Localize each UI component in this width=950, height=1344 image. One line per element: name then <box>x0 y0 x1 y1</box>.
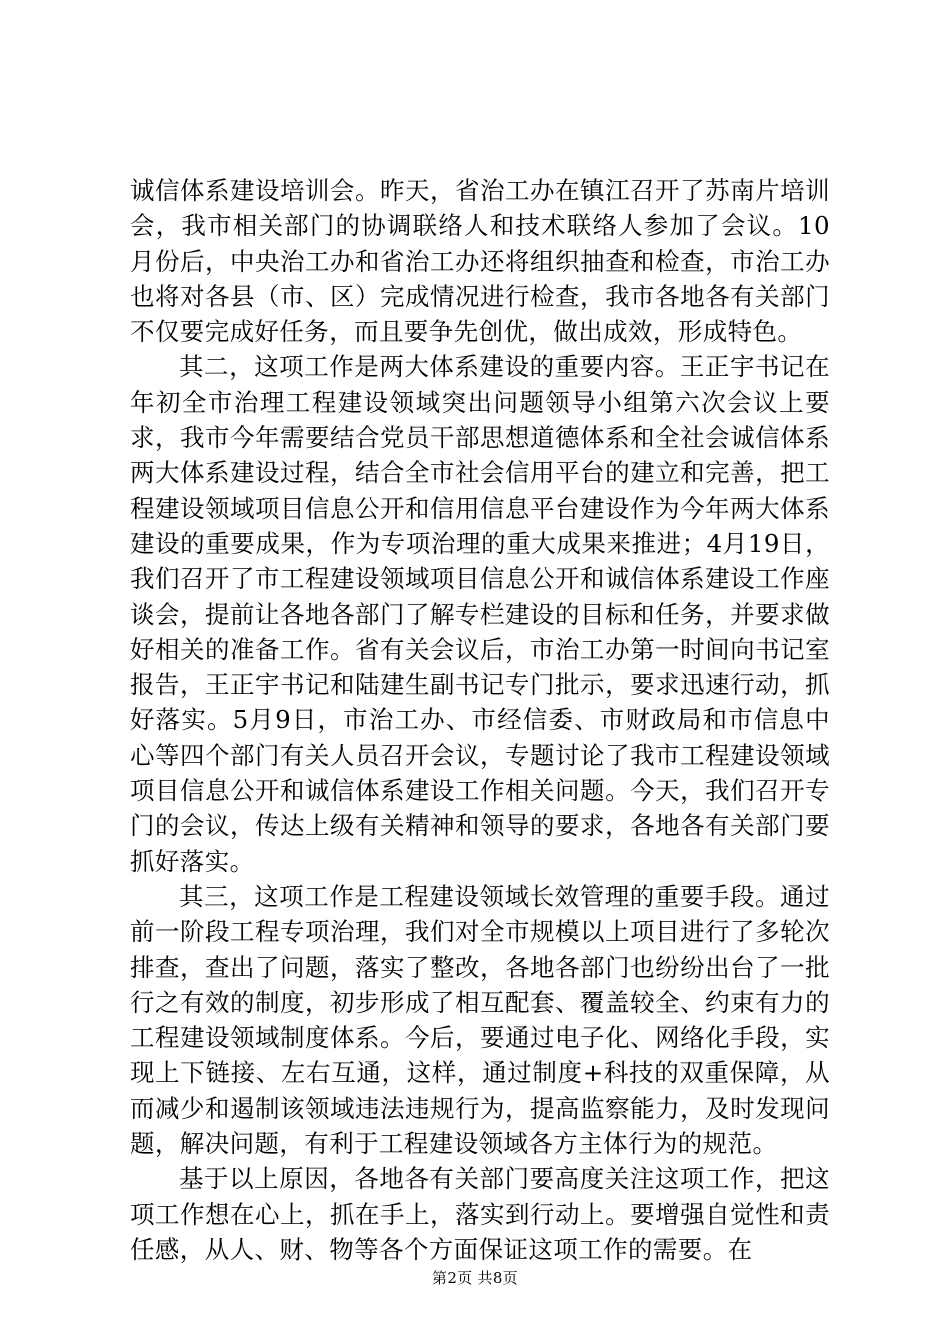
paragraph-3: 其三，这项工作是工程建设领域长效管理的重要手段。通过前一阶段工程专项治理，我们对全市规模以上项目进行了多轮次排查，查出了问题，落实了整改，各地各部门也纷纷出台了一批行之有效的制度，初步形成了相互配套、覆盖较全、约束有力的工程建设领域制度体系。今后，要通过电子化、网络化手段，实现上下链接、左右互通，这样，通过制度+科技的双重保障，从而减少和遏制该领域违法违规行为，提高监察能力，及时发现问题，解决问题，有利于工程建设领域各方主体行为的规范。 <box>130 881 830 1159</box>
page-footer <box>0 1268 950 1288</box>
paragraph-4: 基于以上原因，各地各有关部门要高度关注这项工作，把这项工作想在心上，抓在手上，落实到行动上。要增强自觉性和责任感，从人、财、物等各个方面保证这项工作的需要。在 <box>130 1164 830 1264</box>
document-body <box>130 173 830 1267</box>
paragraph-1: 诚信体系建设培训会。昨天，省治工办在镇江召开了苏南片培训会，我市相关部门的协调联络人和技术联络人参加了会议。10月份后，中央治工办和省治工办还将组织抽查和检查，市治工办也将对各县（市、区）完成情况进行检查，我市各地各有关部门不仅要完成好任务，而且要争先创优，做出成效，形成特色。 <box>130 176 830 347</box>
paragraph-2: 其二，这项工作是两大体系建设的重要内容。王正宇书记在年初全市治理工程建设领域突出问题领导小组第六次会议上要求，我市今年需要结合党员干部思想道德体系和全社会诚信体系两大体系建设过程，结合全市社会信用平台的建立和完善，把工程建设领域项目信息公开和信用信息平台建设作为今年两大体系建设的重要成果，作为专项治理的重大成果来推进；4月19日，我们召开了市工程建设领域项目信息公开和诚信体系建设工作座谈会，提前让各地各部门了解专栏建设的目标和任务，并要求做好相关的准备工作。省有关会议后，市治工办第一时间向书记室报告，王正宇书记和陆建生副书记专门批示，要求迅速行动，抓好落实。5月9日，市治工办、市经信委、市财政局和市信息中心等四个部门有关人员召开会议，专题讨论了我市工程建设领域项目信息公开和诚信体系建设工作相关问题。今天，我们召开专门的会议，传达上级有关精神和领导的要求，各地各有关部门要抓好落实。 <box>130 352 830 876</box>
page-number-label: 第2页 共8页 <box>432 1269 518 1287</box>
